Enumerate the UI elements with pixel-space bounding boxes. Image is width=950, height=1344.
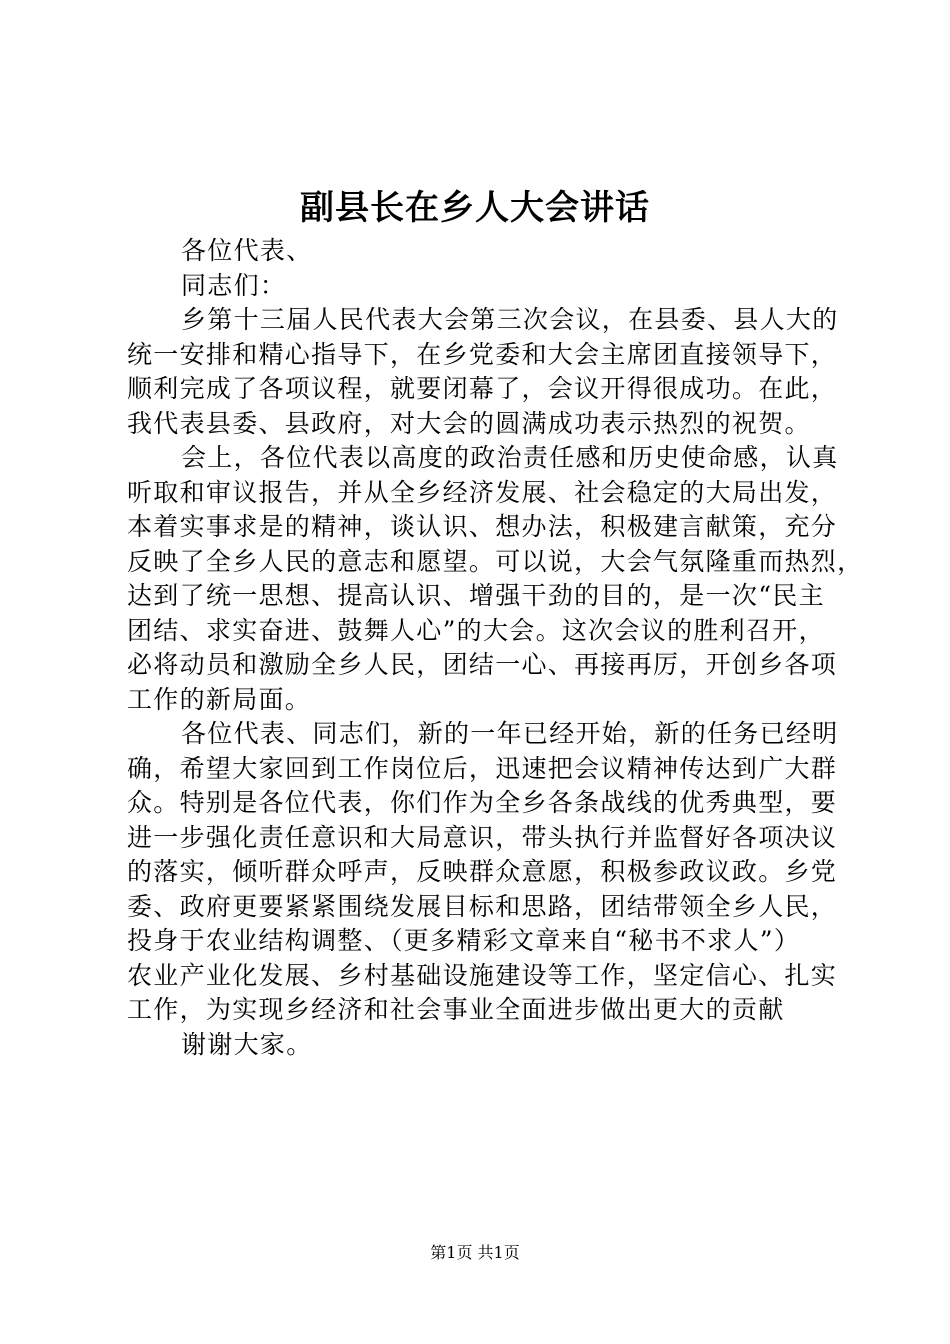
paragraph-line: 的落实，倾听群众呼声，反映群众意愿，积极参政议政。乡党 bbox=[127, 857, 838, 886]
paragraph-line: 农业产业化发展、乡村基础设施建设等工作，坚定信心、扎实 bbox=[127, 960, 838, 990]
paragraph-line: 团结、求实奋进、鼓舞人心”的大会。这次会议的胜利召开， bbox=[127, 615, 825, 645]
salutation-line: 同志们： bbox=[181, 270, 287, 300]
paragraph-line: 乡第十三届人民代表大会第三次会议，在县委、县人大的 bbox=[181, 305, 839, 334]
paragraph-line: 工作，为实现乡经济和社会事业全面进步做出更大的贡献 bbox=[127, 995, 785, 1024]
document-body bbox=[127, 234, 864, 1062]
paragraph-line: 统一安排和精心指导下，在乡党委和大会主席团直接领导下， bbox=[127, 339, 838, 369]
paragraph-line: 达到了统一思想、提高认识、增强干劲的目的，是一次“民主 bbox=[127, 581, 825, 610]
paragraph-line: 确，希望大家回到工作岗位后，迅速把会议精神传达到广大群 bbox=[127, 753, 838, 783]
paragraph-line: 必将动员和激励全乡人民，团结一心、再接再厉，开创乡各项 bbox=[127, 650, 838, 679]
paragraph-line: 本着实事求是的精神，谈认识、想办法，积极建言献策，充分 bbox=[127, 512, 838, 541]
paragraph-line: 会上，各位代表以高度的政治责任感和历史使命感，认真 bbox=[181, 443, 839, 472]
paragraph-line: 众。特别是各位代表，你们作为全乡各条战线的优秀典型，要 bbox=[127, 788, 838, 817]
paragraph-line: 工作的新局面。 bbox=[127, 684, 312, 714]
paragraph-line: 我代表县委、县政府，对大会的圆满成功表示热烈的祝贺。 bbox=[127, 408, 811, 438]
page-footer: 第1页 共1页 bbox=[430, 1243, 520, 1262]
paragraph-line: 委、政府更要紧紧围绕发展目标和思路，团结带领全乡人民， bbox=[127, 891, 838, 921]
paragraph-line: 顺利完成了各项议程，就要闭幕了，会议开得很成功。在此， bbox=[127, 374, 838, 403]
page-title: 副县长在乡人大会讲话 bbox=[300, 188, 650, 228]
paragraph-line: 听取和审议报告，并从全乡经济发展、社会稳定的大局出发， bbox=[127, 477, 838, 507]
paragraph-line: 投身于农业结构调整、（更多精彩文章来自“秘书不求人”） bbox=[127, 926, 801, 955]
paragraph-line: 反映了全乡人民的意志和愿望。可以说，大会气氛隆重而热烈， bbox=[127, 546, 864, 576]
paragraph-line: 各位代表、同志们，新的一年已经开始，新的任务已经明 bbox=[181, 719, 839, 748]
paragraph-line: 进一步强化责任意识和大局意识，带头执行并监督好各项决议 bbox=[127, 822, 838, 852]
closing-line: 谢谢大家。 bbox=[181, 1029, 313, 1059]
salutation-line: 各位代表、 bbox=[181, 236, 313, 265]
